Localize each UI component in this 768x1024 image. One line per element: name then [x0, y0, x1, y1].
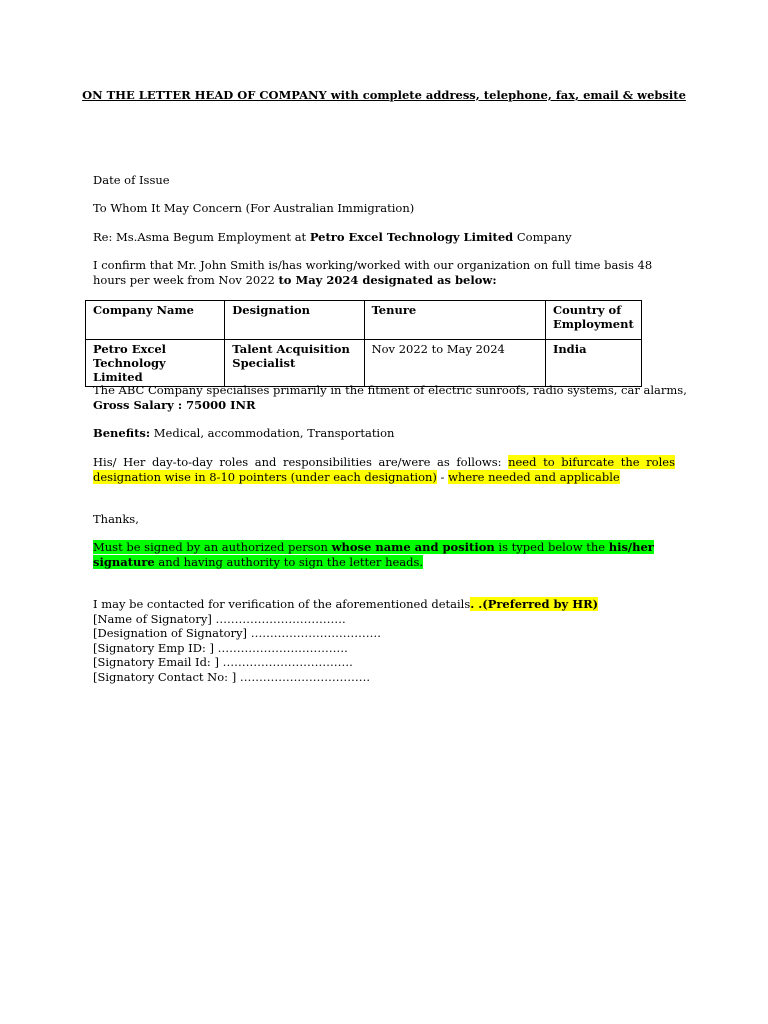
signatory-contact: [Signatory Contact No: ] …………………………….	[93, 669, 370, 684]
re-line	[93, 230, 675, 245]
cell-company-name: Petro Excel Technology Limited	[86, 340, 225, 387]
signatory-designation: [Designation of Signatory] …………………………….	[93, 626, 381, 640]
header-designation: Designation	[225, 301, 364, 340]
re-company: Petro Excel Technology Limited	[309, 230, 514, 244]
re-suffix: Company	[513, 230, 572, 244]
table-row	[86, 340, 642, 387]
confirm-text: I confirm that Mr. John Smith is/has working/worked with our organization on full time basis 48 hours per week from Nov 2022	[93, 258, 653, 287]
sign-note-bold2: his/her signature	[93, 540, 654, 569]
signatory-name: [Name of Signatory] …………………………….	[93, 611, 346, 626]
confirmation-paragraph	[93, 258, 663, 287]
date-of-issue: Date of Issue	[93, 173, 170, 187]
signatory-emp-id: [Signatory Emp ID: ] …………………………….	[93, 640, 348, 655]
header-tenure: Tenure	[364, 301, 545, 340]
salutation: To Whom It May Concern (For Australian Immigration)	[93, 201, 415, 215]
sign-note-part3: and having authority to sign the letter heads.	[154, 554, 424, 569]
signatory-block	[93, 597, 675, 684]
company-description	[93, 383, 693, 412]
header-company-name: Company Name	[86, 301, 225, 340]
benefits-line	[93, 426, 675, 441]
confirm-to: to May 2024 designated as below:	[278, 272, 497, 287]
gross-salary: Gross Salary : 75000 INR	[93, 397, 256, 412]
contact-text: I may be contacted for verification of the aforementioned details	[93, 597, 471, 611]
employment-table	[85, 300, 642, 387]
company-desc-text: The ABC Company specialises primarily in the fitment of electric sunroofs, radio systems, car alarms,	[93, 383, 687, 397]
signature-note	[93, 540, 675, 569]
contact-line	[93, 597, 675, 612]
sign-note-part2: is typed below the	[494, 540, 609, 554]
roles-text: His/ Her day-to-day roles and responsibilities are/were as follows:	[93, 455, 509, 469]
signatory-email: [Signatory Email Id: ] …………………………….	[93, 655, 353, 669]
table-header-row	[86, 301, 642, 340]
roles-highlight-applicable: where needed and applicable	[448, 469, 620, 484]
header-country: Country of Employment	[545, 301, 641, 340]
sign-note-part1: Must be signed by an authorized person	[93, 540, 332, 554]
roles-paragraph	[93, 455, 675, 484]
sign-note-bold1: whose name and position	[331, 540, 495, 554]
cell-designation: Talent Acquisition Specialist	[225, 340, 364, 387]
roles-highlight-note: need to bifurcate the roles designation wise in 8-10 pointers (under each designation)	[93, 455, 675, 484]
cell-country: India	[545, 340, 641, 387]
benefits-value: Medical, accommodation, Transportation	[150, 426, 395, 440]
cell-tenure: Nov 2022 to May 2024	[364, 340, 545, 387]
roles-separator: -	[436, 469, 449, 484]
thanks: Thanks,	[93, 512, 139, 526]
contact-preferred-note: . .(Preferred by HR)	[470, 597, 599, 611]
re-prefix: Re: Ms.Asma Begum Employment at	[93, 230, 310, 244]
letterhead-instruction: ON THE LETTER HEAD OF COMPANY with complete address, telephone, fax, email & website	[82, 88, 686, 102]
benefits-label: Benefits:	[93, 426, 151, 440]
